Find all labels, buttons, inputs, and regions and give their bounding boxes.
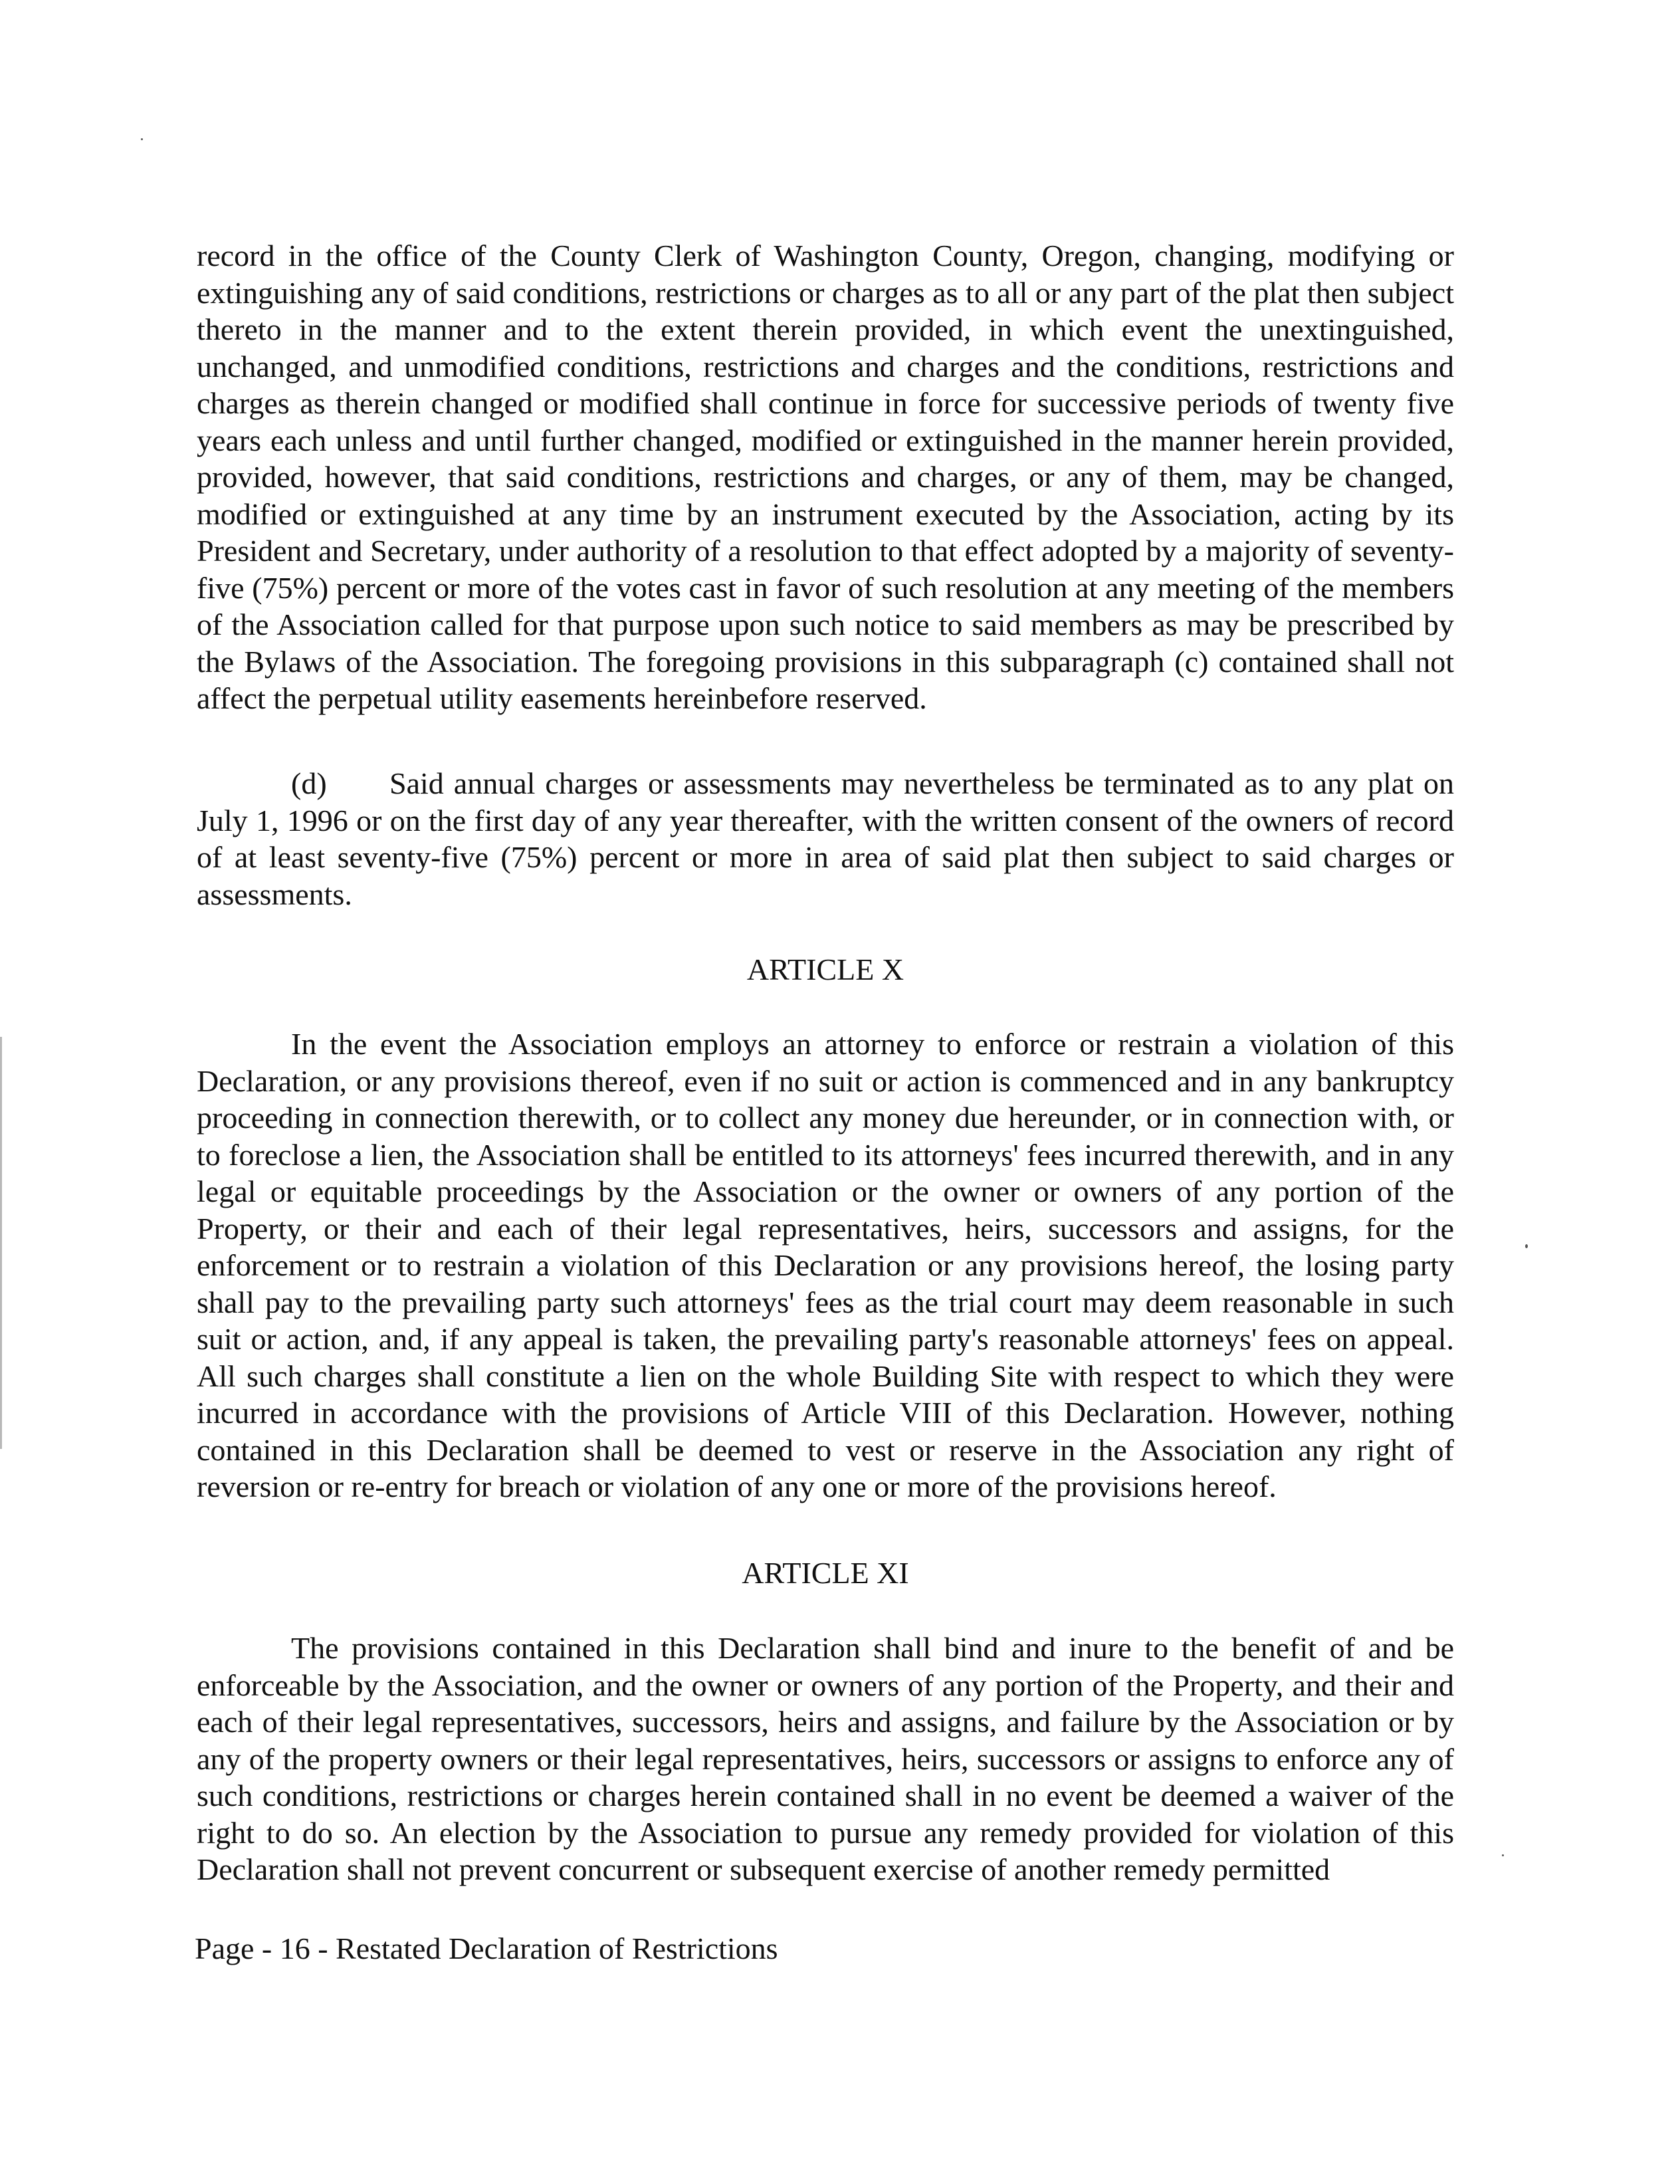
- paragraph-d-label: (d): [291, 766, 327, 800]
- article-xi-text: The provisions contained in this Declaration shall bind and inure to the benefit of and be enforceable by the Association, and the owner or owners of any portion of the Property, and their and each of their legal representatives, successors, heirs and assigns, and failure by the Association or by any of the property owners or their legal representatives, heirs, successors or assigns to enforce any of such conditions, restrictions or charges herein contained shall in no event be deemed a waiver of the right to do so. An election by the Association to pursue any remedy provided for violation of this Declaration shall not prevent concurrent or subsequent exercise of another remedy permitted: [197, 1631, 1454, 1886]
- paragraph-d-text: Said annual charges or assessments may nevertheless be terminated as to any plat on July 1, 1996 or on the first day of any year thereafter, with the written consent of the owners of record of at least seventy-five (75%) percent or more in area of said plat then subject to said charges or assessments.: [197, 766, 1454, 911]
- scan-edge-line: [0, 1037, 2, 1449]
- scan-speck: [141, 138, 143, 140]
- article-x-text: In the event the Association employs an attorney to enforce or restrain a violation of this Declaration, or any provisions thereof, even if no suit or action is commenced and in any bankruptcy proceeding in connection therewith, or to collect any money due hereunder, or in connection with, or to foreclose a lien, the Association shall be entitled to its attorneys' fees incurred therewith, and in any legal or equitable proceedings by the Association or the owner or owners of any portion of the Property, or their and each of their legal representatives, heirs, successors and assigns, for the enforcement or to restrain a violation of this Declaration or any provisions hereof, the losing party shall pay to the prevailing party such attorneys' fees as the trial court may deem reasonable in such suit or action, and, if any appeal is taken, the prevailing party's reasonable attorneys' fees on appeal. All such charges shall constitute a lien on the whole Building Site with respect to which they were incurred in accordance with the provisions of Article VIII of this Declaration. However, nothing contained in this Declaration shall be deemed to vest or reserve in the Association any right of reversion or re-entry for breach or violation of any one or more of the provisions hereof.: [197, 1027, 1454, 1503]
- paragraph-d: [197, 765, 1454, 913]
- scan-speck: [1502, 1854, 1504, 1856]
- article-x-heading: ARTICLE X: [746, 952, 904, 986]
- page-footer: Page - 16 - Restated Declaration of Restrictions: [195, 1931, 778, 1965]
- scan-speck: [1525, 1244, 1528, 1248]
- paragraph-c-continuation: record in the office of the County Clerk of Washington County, Oregon, changing, modifying or extinguishing any of said conditions, restrictions or charges as to all or any part of the plat then subject thereto in the manner and to the extent therein provided, in which event the unextinguished, unchanged, and unmodified conditions, restrictions and charges and the conditions, restrictions and charges as therein changed or modified shall continue in force for successive periods of twenty five years each unless and until further changed, modified or extinguished in the manner herein provided, provided, however, that said conditions, restrictions and charges, or any of them, may be changed, modified or extinguished at any time by an instrument executed by the Association, acting by its President and Secretary, under authority of a resolution to that effect adopted by a majority of seventy-five (75%) percent or more of the votes cast in favor of such resolution at any meeting of the members of the Association called for that purpose upon such notice to said members as may be prescribed by the Bylaws of the Association. The foregoing provisions in this subparagraph (c) contained shall not affect the perpetual utility easements hereinbefore reserved.: [197, 239, 1454, 715]
- article-xi-heading: ARTICLE XI: [742, 1556, 909, 1590]
